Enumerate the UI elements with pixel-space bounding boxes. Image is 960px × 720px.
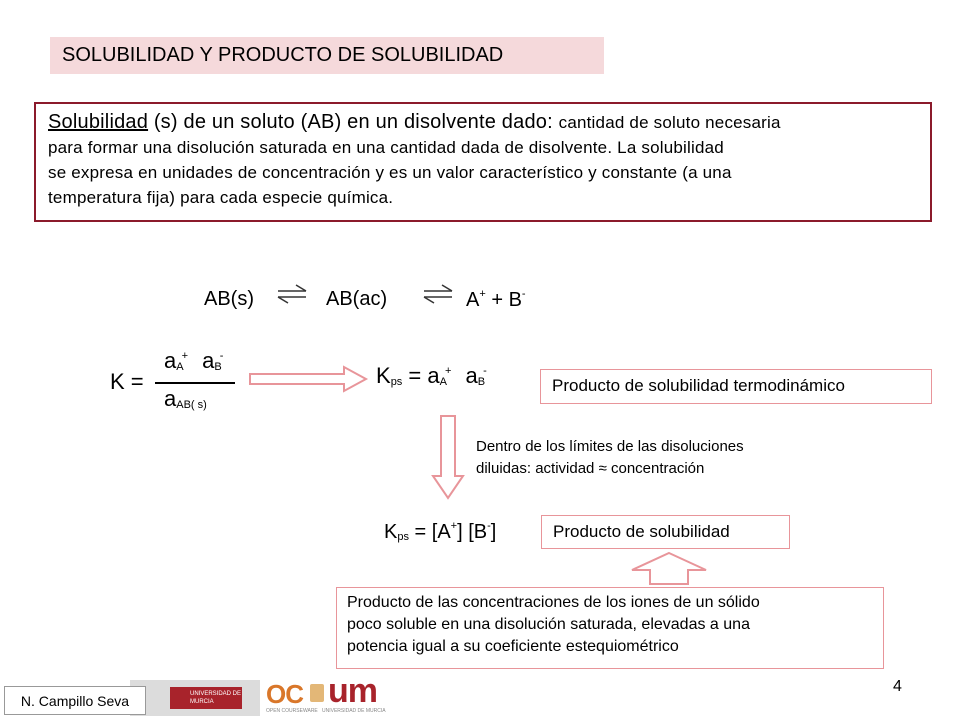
definition-line-3: se expresa en unidades de concentración y es un valor característico y constante (a una bbox=[48, 163, 732, 182]
ocw-logo: OC bbox=[266, 679, 303, 709]
activity-ab: a bbox=[164, 386, 177, 411]
kps-activity-b: a bbox=[465, 363, 478, 388]
kps-sub-b: B bbox=[477, 376, 486, 388]
kpsc-sup1: + bbox=[450, 520, 458, 532]
kps-concentration bbox=[384, 520, 496, 544]
den-sub: AB( s) bbox=[176, 399, 207, 411]
num-sup-a: + bbox=[181, 350, 189, 362]
num-sub-b: B bbox=[214, 361, 222, 373]
equilibrium-arrow-icon bbox=[272, 282, 312, 304]
definition-box bbox=[34, 102, 932, 222]
explanation-box bbox=[336, 587, 884, 669]
um-logo-sub: UNIVERSIDAD DE MURCIA bbox=[322, 708, 386, 714]
um-logo: um bbox=[328, 672, 377, 710]
kps-eq: = a bbox=[402, 363, 440, 388]
umu-logo-line2: MURCIA bbox=[190, 699, 214, 705]
kps-activity bbox=[376, 363, 487, 389]
kpsc-rest3: ] bbox=[490, 521, 497, 543]
fraction-line bbox=[155, 382, 235, 384]
k-denominator bbox=[164, 386, 207, 412]
ion-a-charge: + bbox=[479, 288, 486, 300]
kps-k: K bbox=[376, 363, 391, 388]
equilibrium-arrow-icon bbox=[418, 282, 458, 304]
umu-logo bbox=[170, 687, 242, 709]
ion-b-charge: - bbox=[521, 288, 526, 300]
up-arrow-icon bbox=[628, 550, 710, 586]
down-arrow-icon bbox=[430, 414, 466, 500]
ocw-logo-sub: OPEN COURSEWARE bbox=[266, 708, 318, 714]
definition-line1-rest: (s) de un soluto (AB) en un disolvente dado: bbox=[148, 111, 559, 133]
definition-term: Solubilidad bbox=[48, 111, 149, 133]
k-label: K = bbox=[110, 369, 144, 394]
kps-sup-a: + bbox=[444, 365, 452, 377]
ocw-box-icon bbox=[310, 684, 324, 702]
eq-left: AB(s) bbox=[204, 288, 254, 310]
eq-middle: AB(ac) bbox=[326, 288, 388, 310]
kpsc-sub: ps bbox=[397, 531, 409, 543]
page-number: 4 bbox=[893, 678, 902, 695]
num-sup-b: - bbox=[219, 350, 224, 362]
k-numerator bbox=[164, 348, 223, 374]
ion-a: A bbox=[466, 289, 480, 311]
kpsc-rest1: = [A bbox=[408, 521, 451, 543]
kpsc-k: K bbox=[384, 521, 398, 543]
eq-right bbox=[466, 288, 526, 312]
slide-title: SOLUBILIDAD Y PRODUCTO DE SOLUBILIDAD bbox=[50, 37, 604, 74]
label-solubility-product: Producto de solubilidad bbox=[541, 515, 790, 549]
ion-b: + B bbox=[485, 289, 522, 311]
activity-b: a bbox=[202, 348, 215, 373]
num-sub-a: A bbox=[176, 361, 184, 373]
kps-sub-a: A bbox=[439, 376, 447, 388]
kps-sup-b: - bbox=[483, 365, 487, 377]
dilute-note-line2: diluidas: actividad ≈ concentración bbox=[476, 460, 705, 477]
right-arrow-icon bbox=[248, 364, 370, 394]
dilute-note bbox=[476, 436, 744, 480]
definition-line-2: para formar una disolución saturada en una cantidad dada de disolvente. La solubilidad bbox=[48, 138, 724, 157]
definition-line-1 bbox=[48, 110, 920, 135]
activity-a: a bbox=[164, 348, 177, 373]
explanation-line3: potencia igual a su coeficiente estequiométrico bbox=[347, 638, 679, 655]
definition-line1-small: cantidad de soluto necesaria bbox=[558, 113, 781, 132]
kps-sub: ps bbox=[390, 376, 403, 388]
umu-logo-line1: UNIVERSIDAD DE bbox=[190, 691, 242, 697]
author-label: N. Campillo Seva bbox=[4, 686, 146, 715]
explanation-line1: Producto de las concentraciones de los iones de un sólido bbox=[347, 594, 760, 611]
label-thermodynamic: Producto de solubilidad termodinámico bbox=[540, 369, 932, 404]
kpsc-rest2: ] [B bbox=[457, 521, 488, 543]
definition-line-4: temperatura fija) para cada especie química. bbox=[48, 188, 394, 207]
dilute-note-line1: Dentro de los límites de las disoluciones bbox=[476, 438, 744, 455]
kpsc-sup2: - bbox=[487, 520, 491, 532]
explanation-line2: poco soluble en una disolución saturada, elevadas a una bbox=[347, 616, 750, 633]
